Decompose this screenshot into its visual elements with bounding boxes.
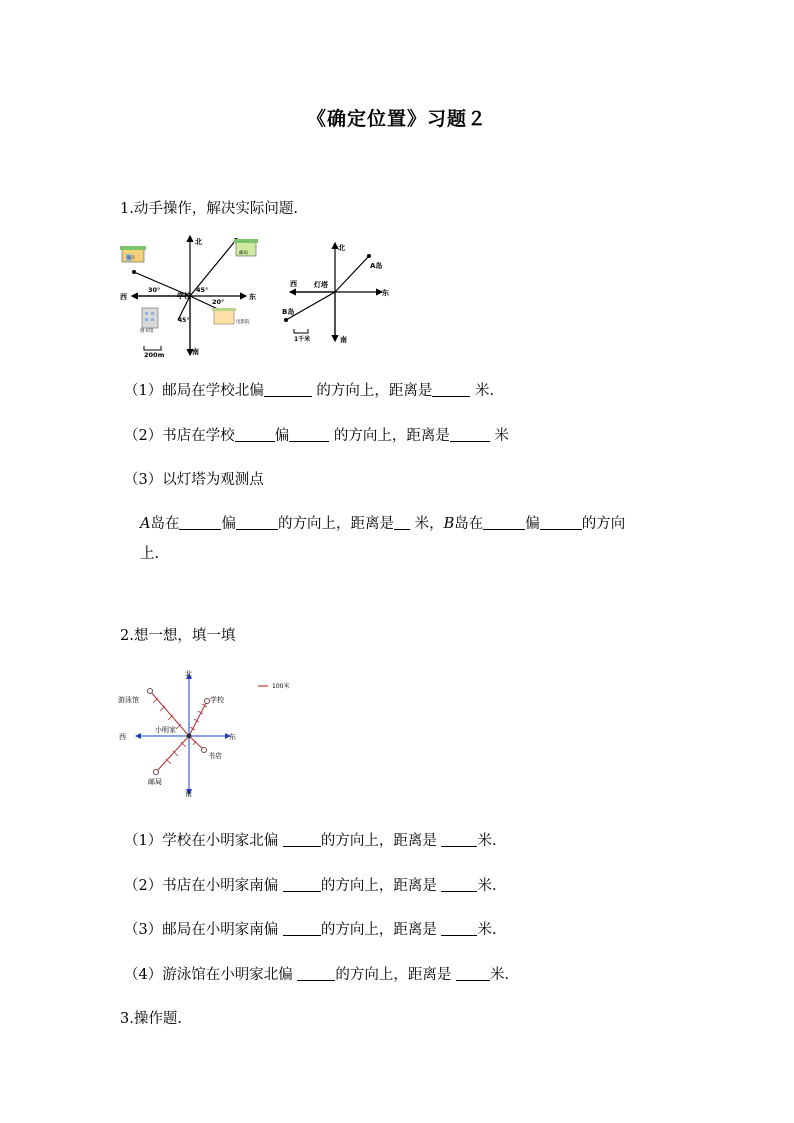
home-label: 小明家 [155, 726, 176, 734]
scale-label: 100米 [272, 683, 290, 690]
answer-blank[interactable] [456, 966, 490, 981]
island-a-label: A岛 [370, 262, 383, 270]
q1-sub1: （1）邮局在学校北偏 的方向上，距离是 米. [124, 383, 495, 399]
answer-blank[interactable] [441, 832, 477, 847]
answer-blank[interactable] [441, 921, 477, 936]
west-label: 西 [119, 733, 126, 741]
east-label: 东 [382, 289, 389, 297]
angle-45-label: 45° [196, 286, 209, 294]
east-label: 东 [249, 293, 256, 301]
answer-blank[interactable] [179, 515, 221, 530]
answer-blank[interactable] [283, 832, 321, 847]
q1-school-map [118, 230, 268, 360]
q2-sub3: （3）邮局在小明家南偏 的方向上，距离是 米. [124, 922, 497, 938]
answer-blank[interactable] [450, 427, 490, 442]
east-label: 东 [229, 733, 236, 741]
answer-blank[interactable] [441, 877, 477, 892]
island-b-label: B岛 [282, 308, 295, 316]
answer-blank[interactable] [540, 515, 582, 530]
cinema-label: 电影院 [236, 320, 250, 325]
north-label: 北 [195, 238, 202, 246]
q1-sub3: （3）以灯塔为观测点 [124, 472, 264, 488]
north-label: 北 [185, 670, 192, 678]
south-label: 南 [340, 336, 347, 344]
school-label: 学校 [177, 292, 191, 300]
south-label: 南 [192, 348, 199, 356]
page-title: 《确定位置》习题２ [306, 108, 487, 130]
q2-sub4: （4）游泳馆在小明家北偏 的方向上，距离是 米. [124, 967, 510, 983]
scale-bar [294, 329, 308, 333]
library-building [142, 308, 158, 328]
home-point [187, 734, 192, 739]
answer-blank[interactable] [432, 382, 470, 397]
bookstore-label: 书店 [126, 256, 135, 261]
post-office-label: 邮局 [239, 251, 248, 256]
post-office-label: 邮局 [148, 778, 162, 786]
answer-blank[interactable] [264, 382, 312, 397]
west-label: 西 [120, 293, 127, 301]
q2-map [112, 666, 302, 800]
cinema-building [212, 308, 236, 324]
q1-lighthouse-map [282, 238, 392, 348]
angle-45b-label: 45° [178, 317, 190, 324]
lighthouse-label: 灯塔 [314, 281, 328, 289]
q1-heading: 1.动手操作，解决实际问题. [120, 201, 298, 217]
scale-bar [144, 346, 161, 350]
library-label: 图书馆 [140, 329, 154, 334]
south-label: 南 [185, 790, 192, 798]
answer-blank[interactable] [394, 515, 410, 530]
school-label: 学校 [210, 696, 224, 704]
q2-sub2: （2）书店在小明家南偏 的方向上，距离是 米. [124, 878, 497, 894]
q2-sub1: （1）学校在小明家北偏 的方向上，距离是 米. [124, 833, 497, 849]
answer-blank[interactable] [236, 515, 278, 530]
answer-blank[interactable] [283, 877, 321, 892]
q1-sub3-line: A岛在 偏 的方向上，距离是 米，B岛在 偏 的方向 [140, 516, 626, 532]
q1-sub3-line2: 上. [140, 546, 160, 562]
west-label: 西 [290, 280, 297, 288]
q3-heading: 3.操作题. [120, 1011, 182, 1027]
answer-blank[interactable] [297, 966, 335, 981]
answer-blank[interactable] [235, 427, 275, 442]
answer-blank[interactable] [289, 427, 329, 442]
pool-label: 游泳馆 [118, 696, 139, 704]
bookstore-label: 书店 [208, 752, 222, 760]
angle-20-label: 20° [212, 298, 225, 306]
angle-30-label: 30° [148, 286, 161, 294]
scale-label: 200m [144, 351, 165, 359]
answer-blank[interactable] [283, 921, 321, 936]
north-label: 北 [338, 244, 345, 252]
scale-label: 1千米 [294, 336, 311, 343]
q2-heading: 2.想一想，填一填 [120, 628, 236, 644]
answer-blank[interactable] [483, 515, 525, 530]
q1-sub2: （2）书店在学校 偏 的方向上，距离是 米 [124, 428, 509, 444]
